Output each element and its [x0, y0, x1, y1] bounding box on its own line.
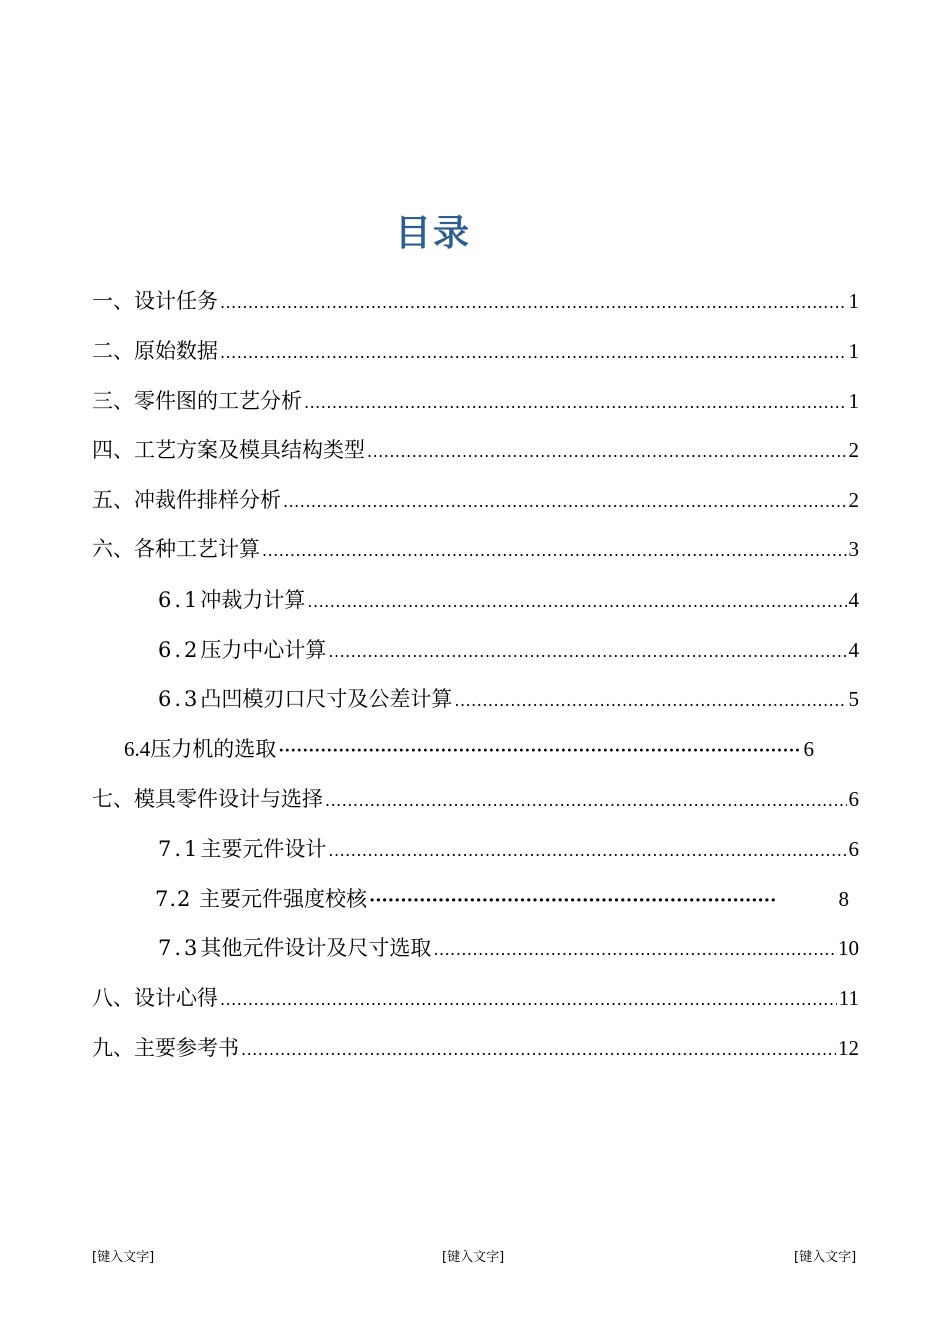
toc-subentry[interactable]	[124, 733, 814, 763]
toc-entry-text: 压力中心计算	[200, 638, 327, 662]
toc-entry-text: 压力机的选取	[150, 737, 277, 761]
toc-entry[interactable]	[92, 385, 859, 415]
toc-entry-number: 五、	[92, 488, 134, 512]
toc-dot-leader	[433, 940, 836, 959]
toc-entry-page: 6	[848, 837, 859, 861]
toc-dot-leader	[367, 442, 847, 461]
toc-entry-page: 4	[848, 638, 859, 662]
toc-entry-page: 3	[848, 537, 859, 561]
toc-entry[interactable]	[92, 285, 859, 315]
footer-left-placeholder[interactable]: [键入文字]	[92, 1250, 155, 1265]
page-title: 目录	[394, 213, 471, 254]
toc-entry-number: 6.1	[158, 588, 201, 612]
toc-entry-number: 三、	[92, 389, 134, 413]
toc-entry-page: 1	[848, 389, 859, 413]
toc-entry-text: 凸凹模刃口尺寸及公差计算	[200, 687, 453, 711]
toc-dot-leader	[220, 293, 847, 312]
toc-entry-text: 设计任务	[134, 289, 218, 313]
toc-subentry[interactable]	[155, 883, 849, 913]
toc-entry-page: 5	[848, 687, 859, 711]
toc-entry-page: 10	[838, 936, 859, 960]
footer-right-placeholder[interactable]: [键入文字]	[794, 1250, 857, 1265]
toc-dot-leader	[220, 990, 837, 1009]
toc-dot-leader	[283, 492, 847, 511]
toc-entry-number: 7.2	[155, 887, 192, 911]
toc-dot-leader	[304, 393, 847, 412]
toc-dot-leader	[325, 791, 847, 810]
toc-entry-text: 主要参考书	[134, 1036, 239, 1060]
toc-entry[interactable]	[92, 434, 859, 464]
toc-entry-number: 一、	[92, 289, 134, 313]
toc-entry-page: 1	[848, 339, 859, 363]
toc-entry-number: 八、	[92, 986, 134, 1010]
toc-entry-number: 7.3	[158, 936, 201, 960]
toc-dot-leader	[307, 592, 846, 611]
toc-dot-leader	[328, 642, 846, 661]
toc-entry-text: 主要元件设计	[200, 837, 327, 861]
toc-dot-leader	[278, 740, 801, 761]
toc-entry-page: 11	[838, 986, 859, 1010]
toc-entry-page: 4	[848, 588, 859, 612]
toc-entry-text: 零件图的工艺分析	[134, 389, 302, 413]
toc-entry[interactable]	[92, 1032, 859, 1062]
toc-entry-number: 四、	[92, 438, 134, 462]
toc-subentry[interactable]	[158, 683, 859, 713]
toc-entry-number: 六、	[92, 537, 134, 561]
toc-entry-page: 1	[848, 289, 859, 313]
toc-entry-text: 冲裁件排样分析	[134, 488, 281, 512]
toc-subentry[interactable]	[158, 833, 859, 863]
footer-center-placeholder[interactable]: [键入文字]	[442, 1250, 505, 1265]
toc-entry-number: 二、	[92, 339, 134, 363]
toc-entry-number: 6.2	[158, 638, 201, 662]
toc-entry-number: 6.4	[124, 737, 151, 761]
toc-entry-number: 7.1	[158, 837, 201, 861]
toc-entry-text: 设计心得	[134, 986, 218, 1010]
toc-entry[interactable]	[92, 335, 859, 365]
toc-subentry[interactable]	[158, 932, 859, 962]
toc-entry-text: 冲裁力计算	[200, 588, 306, 612]
toc-entry[interactable]	[92, 783, 859, 813]
toc-entry-page: 8	[838, 887, 849, 911]
toc-entry-page: 2	[848, 488, 859, 512]
toc-entry-text: 主要元件强度校核	[199, 887, 367, 911]
toc-dot-leader	[262, 541, 847, 560]
toc-entry-number: 七、	[92, 787, 134, 811]
toc-dot-leader	[454, 691, 846, 710]
toc-entry-page: 12	[838, 1036, 859, 1060]
toc-entry-text: 工艺方案及模具结构类型	[134, 438, 365, 462]
toc-entry-text: 原始数据	[134, 339, 218, 363]
toc-subentry[interactable]	[158, 634, 859, 664]
toc-dot-leader	[369, 890, 777, 911]
toc-dot-leader	[220, 343, 847, 362]
toc-entry-page: 2	[848, 438, 859, 462]
toc-entry[interactable]	[92, 484, 859, 514]
toc-dot-leader	[328, 841, 846, 860]
toc-entry-text: 各种工艺计算	[134, 537, 260, 561]
toc-dot-leader	[241, 1040, 836, 1059]
toc-entry-number: 九、	[92, 1036, 134, 1060]
toc-entry[interactable]	[92, 533, 859, 563]
toc-subentry[interactable]	[158, 584, 859, 614]
toc-entry-text: 其他元件设计及尺寸选取	[200, 936, 432, 960]
toc-entry-page: 6	[803, 737, 814, 761]
toc-entry-page: 6	[848, 787, 859, 811]
toc-entry-number: 6.3	[158, 687, 201, 711]
toc-entry[interactable]	[92, 982, 859, 1012]
toc-entry-text: 模具零件设计与选择	[134, 787, 323, 811]
